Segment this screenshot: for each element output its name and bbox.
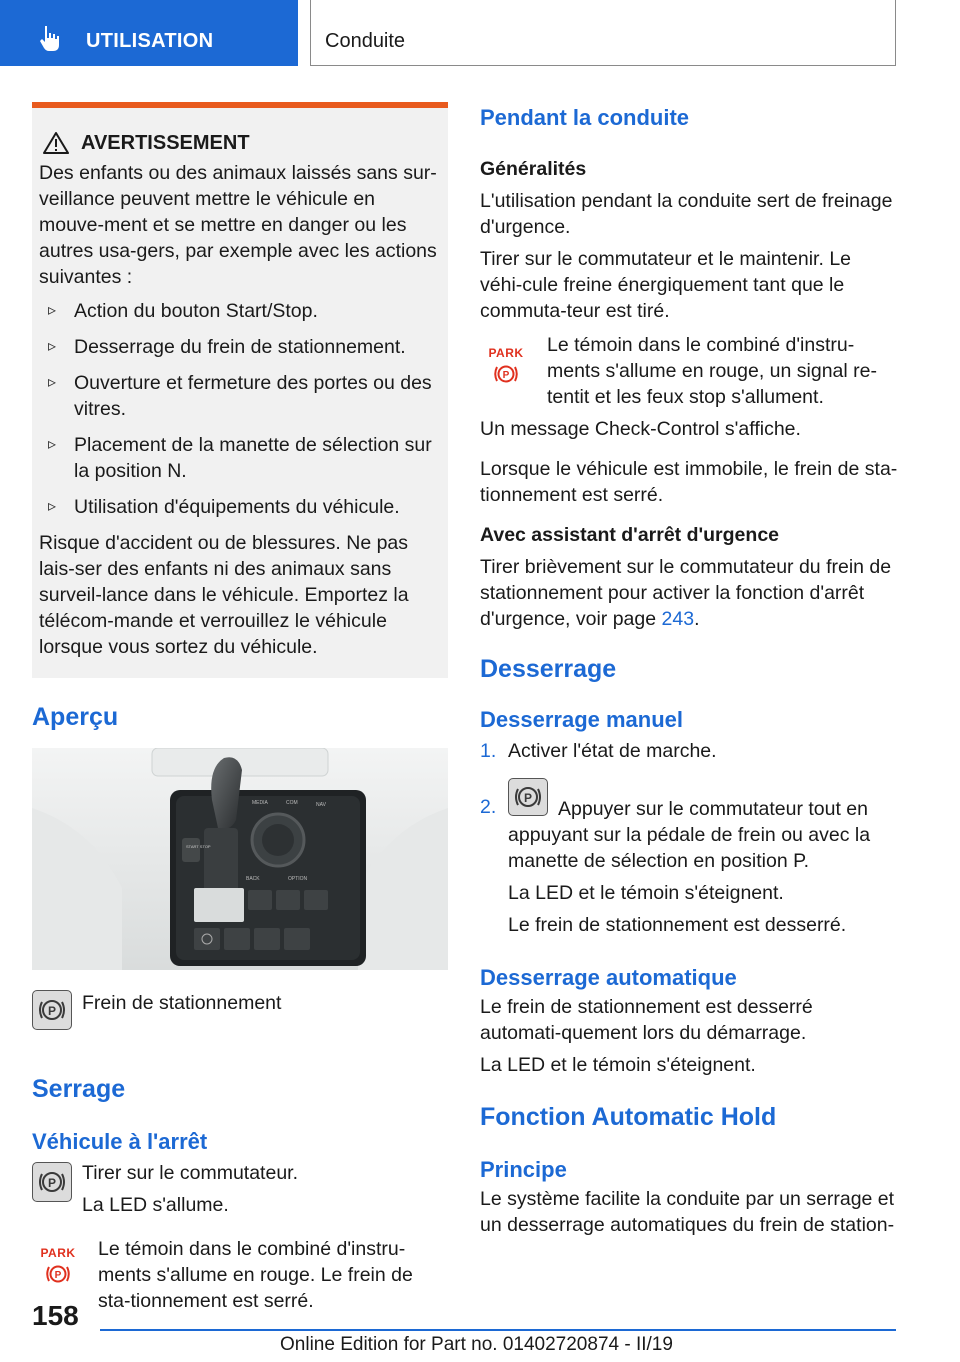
step-number: 2.: [480, 796, 497, 818]
step-text: Appuyer sur le commutateur tout en appuyant sur la pédale de frein ou avec la manette de sélection en position P.: [508, 798, 871, 872]
caption-parking-brake: Frein de stationnement: [82, 992, 282, 1014]
serrage-subheading: Véhicule à l'arrêt: [32, 1129, 208, 1154]
pointing-hand-icon: [36, 24, 66, 54]
park-indicator-icon: [480, 346, 532, 386]
console-illustration: [32, 748, 448, 970]
conduite-p4: Lorsque le véhicule est immobile, le frein de sta-tionnement est serré.: [480, 458, 898, 506]
step-note-a: La LED et le témoin s'éteignent.: [508, 882, 784, 904]
park-indicator-icon: [32, 1246, 84, 1286]
caption-row: [32, 990, 448, 1030]
step-text: Activer l'état de marche.: [508, 740, 717, 762]
footer-edition: Online Edition for Part no. 01402720874 - II/19: [280, 1334, 673, 1355]
page-link[interactable]: 243: [661, 608, 695, 630]
serrage-line1: Tirer sur le commutateur.: [82, 1162, 299, 1184]
list-item: ▹ Action du bouton Start/Stop.: [39, 298, 442, 324]
parking-brake-button-icon: [508, 778, 548, 816]
section-tab[interactable]: [0, 0, 298, 66]
desserrage-heading: Desserrage: [480, 655, 617, 683]
photo-label-nav: NAV: [316, 802, 326, 808]
assist-text: [480, 554, 898, 632]
page-number: 158: [32, 1300, 79, 1331]
list-item: ▹ Utilisation d'équipements du véhicule.: [39, 494, 442, 520]
warning-triangle-icon: [43, 131, 69, 155]
section-label: UTILISATION: [86, 30, 214, 52]
photo-label-option: OPTION: [288, 876, 308, 882]
conduite-p3: Un message Check-Control s'affiche.: [480, 418, 801, 440]
svg-text:P: P: [54, 1270, 62, 1281]
console-photo: [32, 748, 448, 970]
step-number: 1.: [480, 740, 497, 762]
svg-text:P: P: [47, 1176, 57, 1190]
list-item: ▹ Ouverture et fermeture des portes ou des vitres.: [39, 370, 442, 422]
apercu-heading: Aperçu: [32, 703, 119, 731]
auto-heading: Desserrage automatique: [480, 965, 737, 990]
right-column: [480, 102, 898, 1238]
list-item: [480, 738, 898, 764]
footer-divider: [100, 1329, 896, 1331]
photo-label-com: COM: [286, 800, 298, 806]
assist-heading: Avec assistant d'arrêt d'urgence: [480, 524, 780, 546]
principe-heading: Principe: [480, 1157, 567, 1182]
step-note-b: Le frein de stationnement est desserré.: [508, 914, 847, 936]
serrage-park-indicator: [32, 1236, 448, 1314]
conduite-park-indicator: [480, 332, 898, 410]
svg-text:P: P: [502, 370, 510, 381]
svg-text:P: P: [523, 791, 533, 805]
conduite-park-text: Le témoin dans le combiné d'instru-ments s'allume en rouge, un signal re-tentit et les feux stop s'allument.: [547, 334, 877, 408]
photo-label-media: MEDIA: [252, 800, 268, 806]
conduite-p1: L'utilisation pendant la conduite sert de freinage d'urgence.: [480, 190, 893, 238]
list-item: ▹ Placement de la manette de sélection sur la position N.: [39, 432, 442, 484]
conduite-heading: Pendant la conduite: [480, 105, 690, 130]
auto-text-2: La LED et le témoin s'éteignent.: [480, 1054, 756, 1076]
serrage-park-text: Le témoin dans le combiné d'instru-ments s'allume en rouge. Le frein de sta-tionnement est serré.: [98, 1238, 413, 1312]
assist-end: .: [694, 608, 700, 630]
photo-label-start: START STOP: [186, 844, 211, 849]
warning-list: [39, 298, 442, 520]
serrage-instruction: [32, 1160, 448, 1218]
park-label: PARK: [488, 346, 524, 360]
manuel-heading: Desserrage manuel: [480, 707, 683, 732]
warning-title: AVERTISSEMENT: [81, 132, 250, 154]
list-item: ▹ Desserrage du frein de stationnement.: [39, 334, 442, 360]
parking-brake-button-icon: [32, 990, 72, 1030]
chapter-header: [310, 0, 896, 66]
parking-brake-button-icon: [32, 1162, 72, 1202]
steps-list: [480, 738, 898, 938]
park-label: PARK: [40, 1246, 76, 1260]
warning-box: [32, 102, 448, 678]
auto-text: Le frein de stationnement est desserré automati-quement lors du démarrage.: [480, 996, 813, 1044]
svg-text:P: P: [47, 1004, 57, 1018]
assist-body: Tirer brièvement sur le commutateur du frein de stationnement pour activer la fonction d'arrêt d'urgence, voir page: [480, 556, 892, 630]
chapter-title: Conduite: [325, 30, 406, 52]
generalites-heading: Généralités: [480, 158, 587, 180]
list-item: [480, 778, 898, 938]
warning-outro: Risque d'accident ou de blessures. Ne pas lais-ser des enfants ni des animaux sans surveil-lance dans le véhicule. Emportez la télécom-mande et verrouillez le véhicule lorsque vous sortez du véhicule.: [39, 532, 409, 658]
warning-heading: [43, 130, 442, 156]
hold-text: Le système facilite la conduite par un serrage et un desserrage automatiques du frein de station-: [480, 1188, 895, 1236]
conduite-p2: Tirer sur le commutateur et le maintenir. Le véhi-cule freine énergiquement tant que le commuta-teur est tiré.: [480, 248, 852, 322]
hold-heading: Fonction Automatic Hold: [480, 1103, 777, 1131]
photo-label-back: BACK: [246, 876, 260, 882]
warning-intro: Des enfants ou des animaux laissés sans sur-veillance peuvent mettre le véhicule en mouve-ment et se mettre en danger ou les autres usa-gers, par exemple avec les actions suivantes :: [39, 162, 437, 288]
serrage-heading: Serrage: [32, 1075, 126, 1103]
serrage-line2: La LED s'allume.: [82, 1194, 229, 1216]
left-column: [32, 102, 448, 1314]
